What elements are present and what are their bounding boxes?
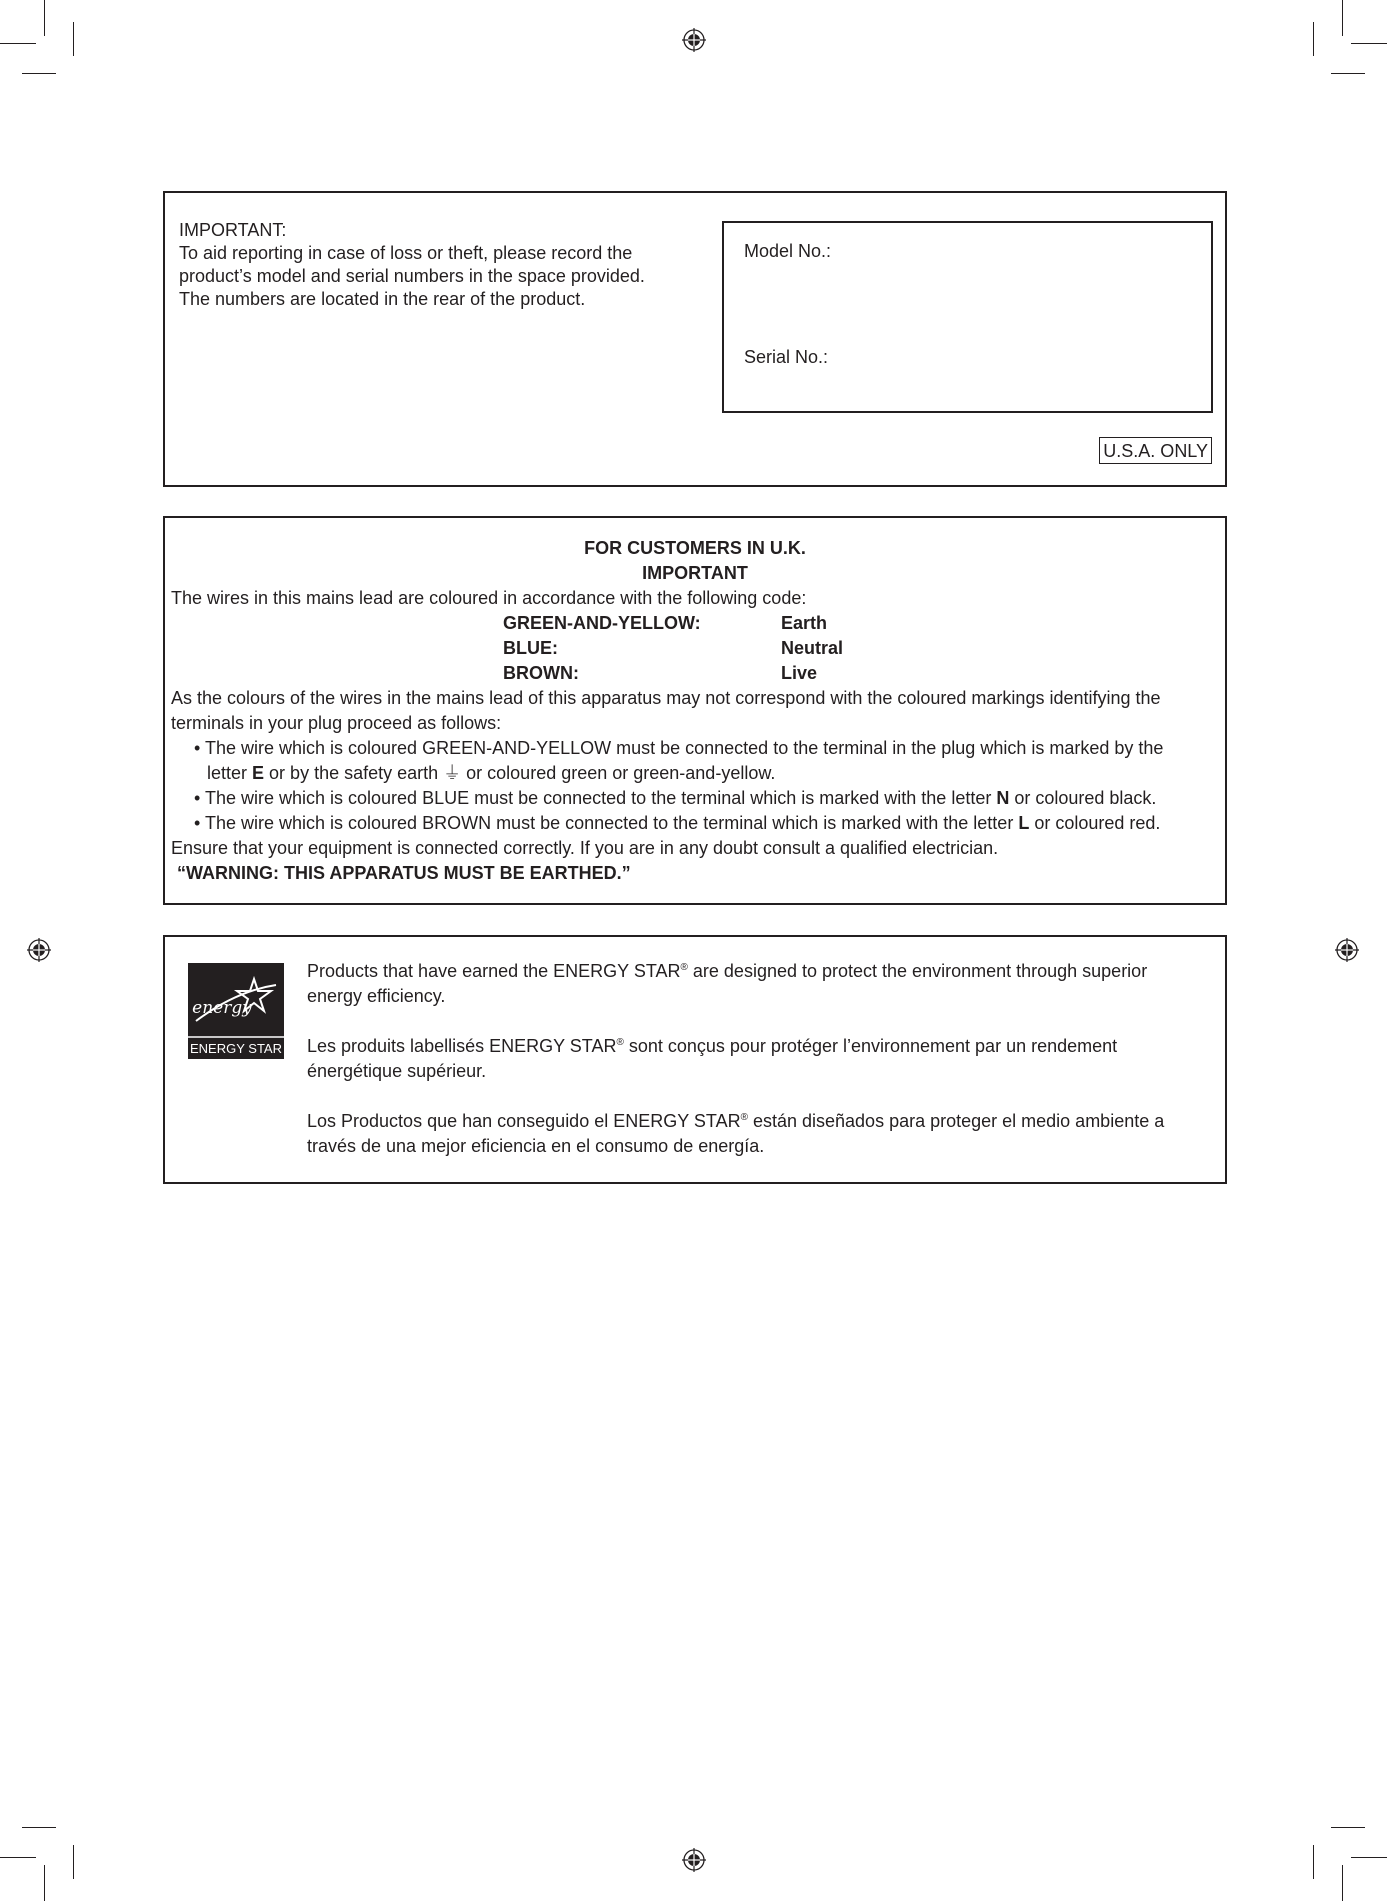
crop-mark — [1313, 1845, 1314, 1879]
crop-mark — [1342, 0, 1343, 36]
record-line: The numbers are located in the rear of the product. — [179, 289, 586, 309]
registration-mark-icon — [682, 28, 706, 52]
energy-star-label: ENERGY STAR — [190, 1041, 282, 1056]
record-line: product’s model and serial numbers in the space provided. — [179, 266, 645, 286]
uk-warning: “WARNING: THIS APPARATUS MUST BE EARTHED.” — [177, 863, 631, 883]
registration-mark-icon — [1335, 938, 1359, 962]
wire-meaning: Neutral — [781, 638, 844, 658]
uk-subtitle: IMPORTANT — [642, 563, 748, 583]
record-heading: IMPORTANT: — [179, 220, 287, 240]
uk-bullet: • The wire which is coloured BROWN must be connected to the terminal which is marked with the letter L or coloured red. — [194, 813, 1161, 833]
uk-intro: The wires in this mains lead are coloured in accordance with the following code: — [171, 588, 807, 608]
energy-logo-text: energy — [192, 998, 252, 1018]
uk-title: FOR CUSTOMERS IN U.K. — [584, 538, 806, 558]
region-tag: U.S.A. ONLY — [1099, 437, 1212, 464]
crop-mark — [1351, 1857, 1387, 1858]
wire-meaning: Live — [781, 663, 818, 683]
crop-mark — [44, 1865, 45, 1901]
uk-wiring-box — [163, 516, 1227, 905]
registration-mark-icon — [27, 938, 51, 962]
energy-english: Products that have earned the ENERGY STAR® are designed to protect the environment through superior energy efficiency. — [307, 961, 1148, 1006]
uk-paragraph: As the colours of the wires in the mains lead of this apparatus may not correspond with the coloured markings identifying the — [171, 688, 1161, 708]
crop-mark — [1351, 43, 1387, 44]
registration-mark-icon — [682, 1848, 706, 1872]
model-number-label: Model No.: — [744, 241, 832, 261]
energy-star-text — [307, 959, 1207, 1184]
usa-record-box — [163, 191, 1227, 487]
uk-bullet: • The wire which is coloured BLUE must be connected to the terminal which is marked with the letter N or coloured black. — [194, 788, 1157, 808]
energy-french: Les produits labellisés ENERGY STAR® sont conçus pour protéger l’environnement par un rendement énergétique supérieur. — [307, 1036, 1118, 1081]
crop-mark — [1313, 22, 1314, 56]
uk-ensure: Ensure that your equipment is connected correctly. If you are in any doubt consult a qualified electrician. — [171, 838, 999, 858]
crop-mark — [22, 1827, 56, 1828]
energy-spanish: Los Productos que han conseguido el ENERGY STAR® están diseñados para proteger el medio ambiente a través de una mejor eficiencia en el consumo de energía. — [307, 1111, 1165, 1156]
uk-bullet: • The wire which is coloured GREEN-AND-YELLOW must be connected to the terminal in the plug which is marked by the — [194, 738, 1164, 758]
earth-icon: ⏚ — [443, 763, 462, 783]
uk-bullet-continued: letter E or by the safety earth ⏚ or coloured green or green-and-yellow. — [207, 763, 776, 783]
wire-colour: GREEN-AND-YELLOW: — [503, 613, 701, 633]
record-instructions — [179, 219, 699, 311]
energy-star-box — [163, 935, 1227, 1184]
wire-colour: BROWN: — [503, 663, 579, 683]
crop-mark — [73, 22, 74, 56]
crop-mark — [0, 43, 36, 44]
wire-meaning: Earth — [781, 613, 828, 633]
crop-mark — [44, 0, 45, 36]
model-serial-field-box — [722, 221, 1213, 413]
crop-mark — [73, 1845, 74, 1879]
wire-colour: BLUE: — [503, 638, 558, 658]
crop-mark — [1331, 73, 1365, 74]
crop-mark — [0, 1857, 36, 1858]
crop-mark — [1331, 1827, 1365, 1828]
record-line: To aid reporting in case of loss or theft, please record the — [179, 243, 633, 263]
uk-paragraph: terminals in your plug proceed as follows: — [171, 713, 502, 733]
serial-number-label: Serial No.: — [744, 347, 829, 367]
energy-star-logo-icon — [188, 963, 284, 1059]
crop-mark — [22, 73, 56, 74]
crop-mark — [1342, 1865, 1343, 1901]
